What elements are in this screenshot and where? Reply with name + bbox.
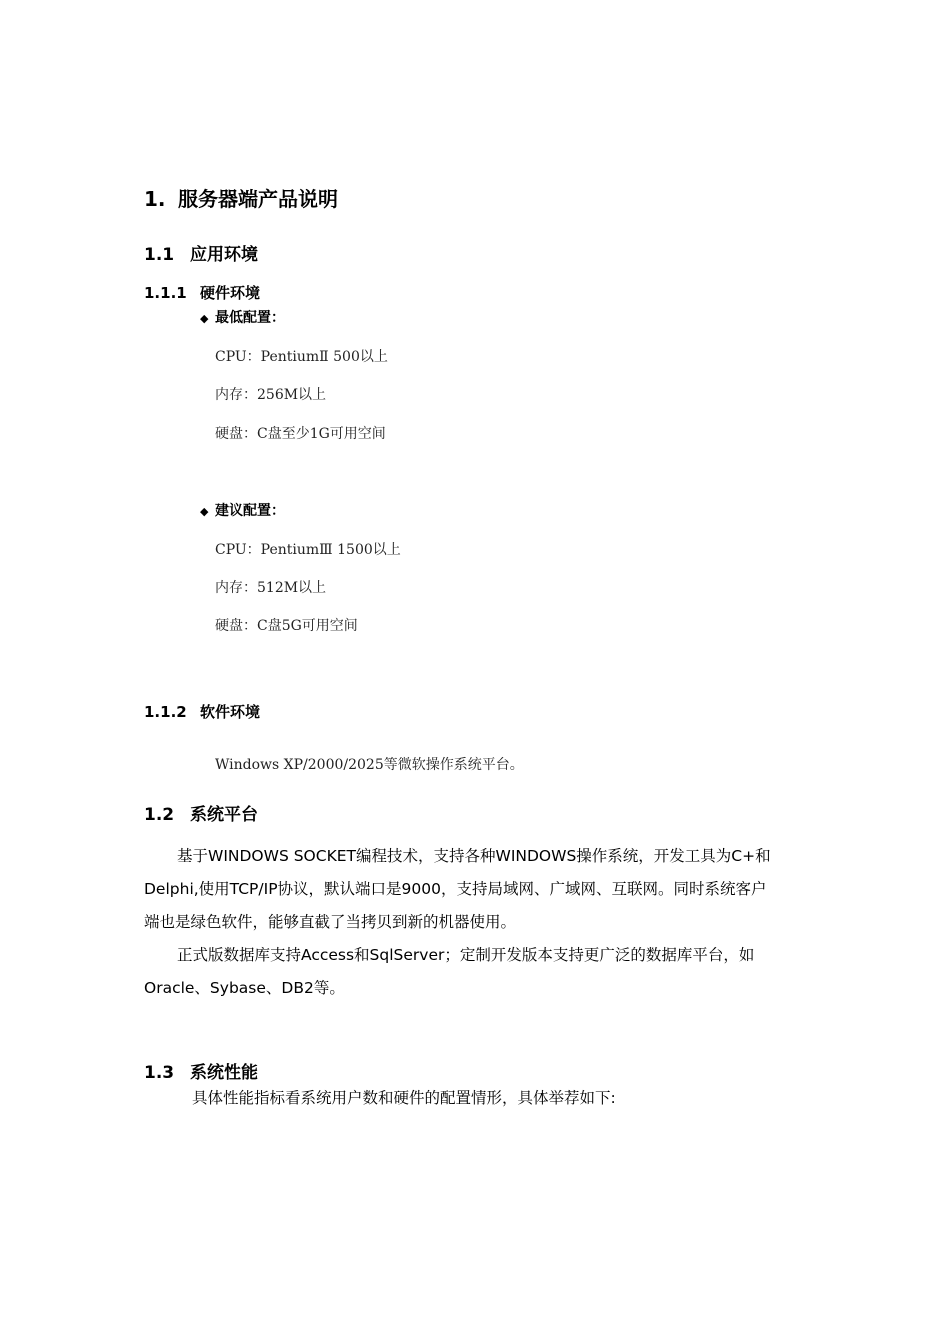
rec-cpu: CPU：PentiumⅢ 1500以上 [215, 542, 401, 558]
min-cpu: CPU：PentiumⅡ 500以上 [215, 349, 388, 365]
heading-number: 1.2 [144, 805, 175, 825]
bullet-minimum-config [200, 307, 285, 327]
min-memory: 内存：256M以上 [215, 387, 327, 403]
heading-title: 应用环境 [190, 245, 258, 265]
heading-number: 1.1.1 [144, 284, 187, 302]
heading-1-1-2 [144, 701, 260, 722]
platform-paragraph-1 [144, 840, 844, 939]
heading-number: 1. [144, 187, 166, 211]
bullet-label: 最低配置： [215, 310, 285, 326]
platform-paragraph-2 [144, 939, 844, 1005]
paragraph-line: Oracle、Sybase、DB2等。 [144, 979, 345, 997]
heading-title: 系统平台 [190, 805, 258, 825]
heading-1-1 [144, 240, 258, 265]
heading-1-1-1 [144, 282, 260, 303]
paragraph-line: 正式版数据库支持Access和SqlServer；定制开发版本支持更广泛的数据库平台，如 [177, 946, 755, 964]
software-env-text: Windows XP/2000/2025等微软操作系统平台。 [215, 757, 524, 773]
heading-number: 1.1 [144, 245, 175, 265]
diamond-bullet-icon: ◆ [200, 312, 209, 325]
bullet-recommended-config [200, 500, 285, 520]
heading-1-2 [144, 800, 258, 825]
heading-title: 软件环境 [200, 703, 261, 721]
heading-number: 1.3 [144, 1063, 175, 1083]
paragraph-line: Delphi,使用TCP/IP协议，默认端口是9000，支持局域网、广域网、互联网。同时系统客户 [144, 880, 767, 898]
rec-memory: 内存：512M以上 [215, 580, 327, 596]
heading-1-3 [144, 1058, 258, 1083]
heading-title: 服务器端产品说明 [178, 187, 338, 211]
diamond-bullet-icon: ◆ [200, 505, 209, 518]
heading-1 [144, 183, 338, 212]
min-disk: 硬盘：C盘至少1G可用空间 [215, 426, 386, 442]
paragraph-line: 端也是绿色软件，能够直截了当拷贝到新的机器使用。 [144, 913, 517, 931]
rec-disk: 硬盘：C盘5G可用空间 [215, 618, 358, 634]
heading-title: 系统性能 [190, 1063, 258, 1083]
performance-text: 具体性能指标看系统用户数和硬件的配置情形，具体举荐如下: [192, 1089, 616, 1107]
paragraph-line: 基于WINDOWS SOCKET编程技术，支持各种WINDOWS操作系统，开发工具为C+和 [177, 847, 771, 865]
bullet-label: 建议配置： [215, 503, 285, 519]
heading-title: 硬件环境 [200, 284, 261, 302]
heading-number: 1.1.2 [144, 703, 187, 721]
